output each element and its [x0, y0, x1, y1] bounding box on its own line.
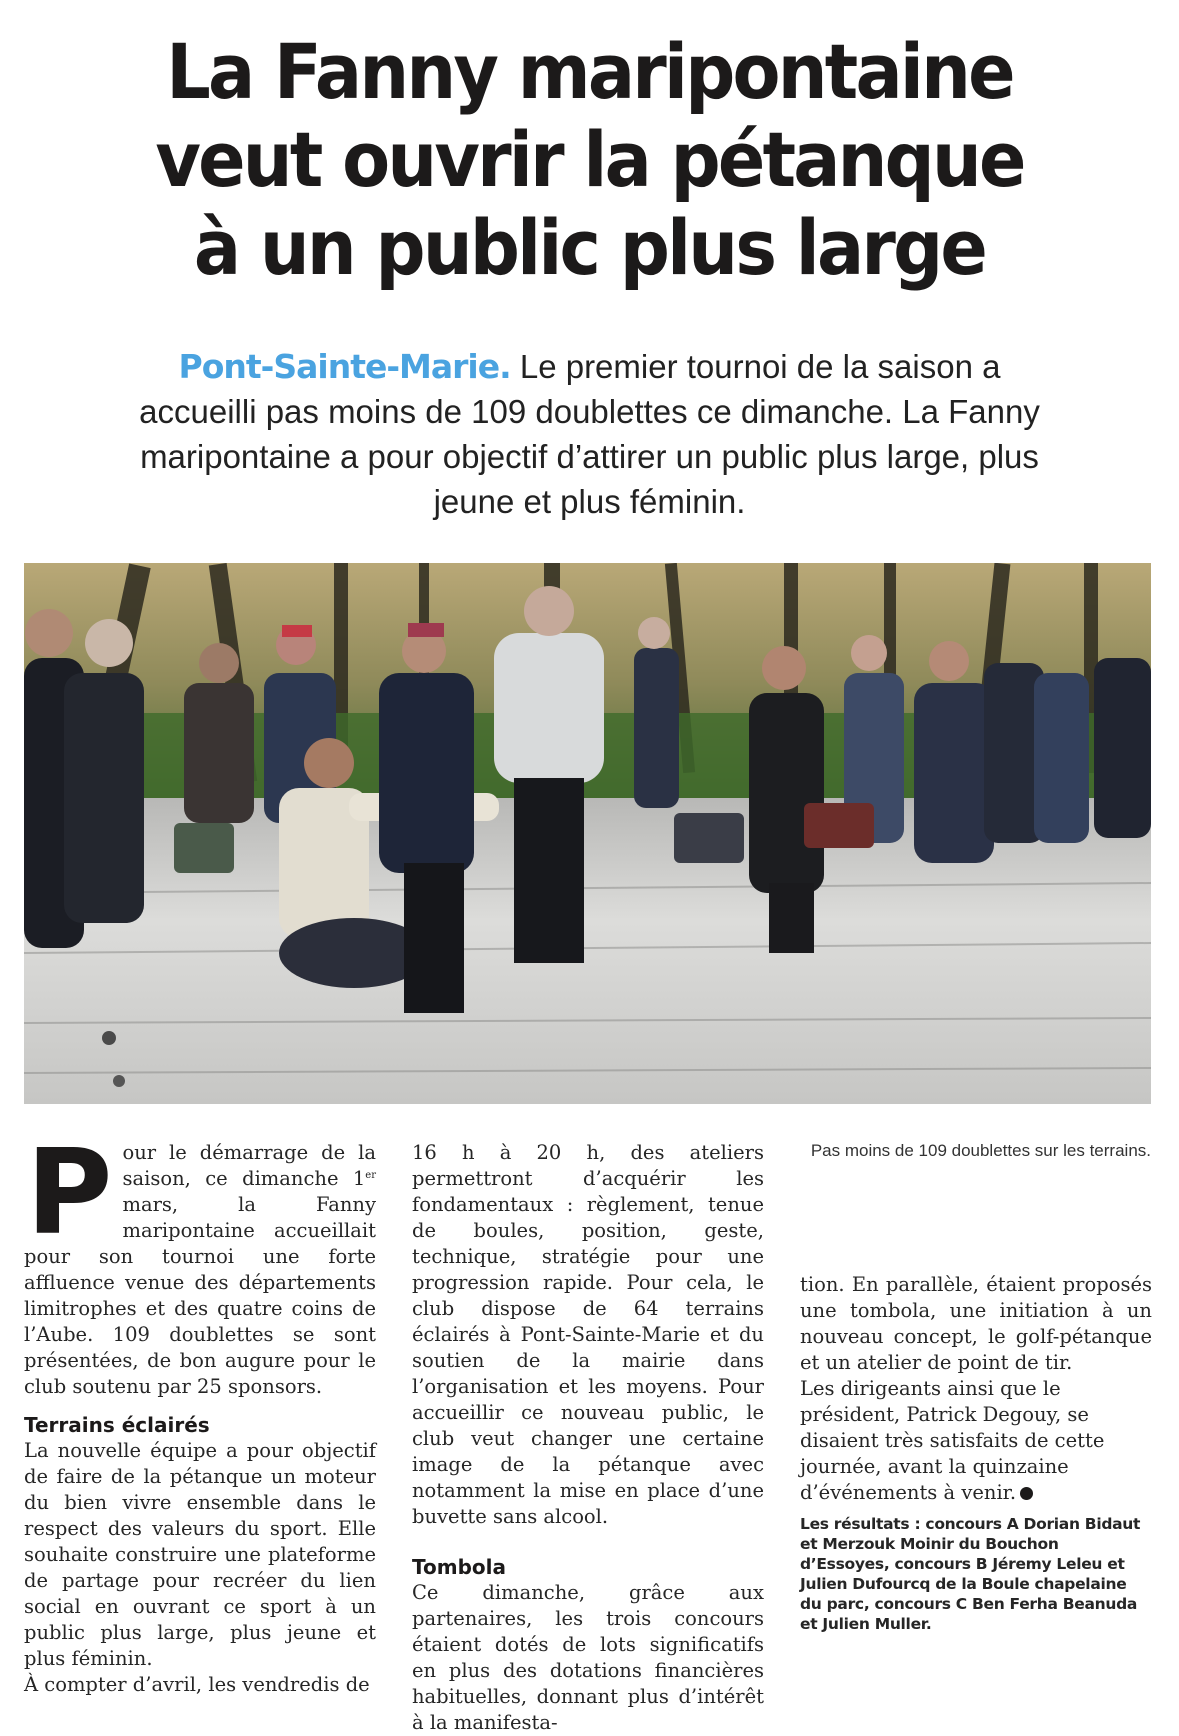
paragraph-objectives: La nouvelle équipe a pour objectif de faire de la pétanque un moteur du bien vivre ensemble dans le respect des valeurs du sport. Elle souhaite construire une plateforme de partage pour recréer du lien social en ouvrant ce sport à un public plus large, plus jeune et plus féminin.: [24, 1439, 376, 1670]
article-intro: Pour le démarrage de la saison, ce dimanche 1er mars, la Fanny maripontaine accueillait pour son tournoi une forte affluence venue des départements limitrophes et des quatre coins de l’Aube. 109 doublettes se sont présentées, de bon augure pour le club soutenu par 25 sponsors.: [24, 1123, 376, 1398]
headline: [47, 28, 1132, 292]
end-of-article-icon: [1020, 1487, 1033, 1500]
article-column-2: [412, 1140, 764, 1736]
article-column-1: [24, 1123, 376, 1698]
paragraph-april-start: À compter d’avril, les vendredis de: [24, 1673, 370, 1696]
article-column-3: [800, 1272, 1152, 1634]
paragraph-parallel: tion. En parallèle, étaient proposés une tombola, une initiation à un nouveau concept, le golf-pétanque et un atelier de point de tir.: [800, 1273, 1152, 1374]
dek-text: Le premier tournoi de la saison a accueilli pas moins de 109 doublettes ce dimanche. La Fanny maripontaine a pour objectif d’attirer un public plus large, plus jeune et plus féminin.: [139, 348, 1040, 520]
drop-cap: P: [26, 1123, 113, 1261]
paragraph-concours: Ce dimanche, grâce aux partenaires, les trois concours étaient dotés de lots significatifs en plus des dotations financières habituelles, donnant plus d’intérêt à la manifesta-: [412, 1581, 764, 1734]
headline-line-1: La Fanny maripontaine: [166, 27, 1013, 116]
article-photo: [24, 563, 1151, 1104]
subhead-tombola: Tombola: [412, 1555, 506, 1579]
subhead-terrains: Terrains éclairés: [24, 1413, 210, 1437]
headline-line-3: à un public plus large: [193, 203, 986, 292]
article-dek: [120, 344, 1059, 524]
headline-line-2: veut ouvrir la pétanque: [155, 115, 1024, 204]
paragraph-ateliers: 16 h à 20 h, des ateliers permettront d’acquérir les fondamentaux : règlement, tenue de boules, position, geste, technique, stratégie pour une progression rapide. Pour cela, le club dispose de 64 terrains éclairés à Pont-Sainte-Marie et du soutien de la mairie dans l’organisation et les moyens. Pour accueillir ce nouveau public, le club veut changer une certaine image de la pétanque avec notamment la mise en place d’une buvette sans alcool.: [412, 1141, 764, 1528]
petanque-photo-image: [24, 563, 1151, 1104]
dateline-place: Pont-Sainte-Marie.: [178, 347, 511, 386]
paragraph-dirigeants: Les dirigeants ainsi que le président, Patrick Degouy, se disaient très satisfaits de cette journée, avant la quinzaine d’événements à venir.: [800, 1377, 1105, 1504]
photo-caption: Pas moins de 109 doublettes sur les terrains.: [810, 1141, 1151, 1160]
results-box: Les résultats : concours A Dorian Bidaut et Merzouk Moinir du Bouchon d’Essoyes, concours B Jéremy Leleu et Julien Dufourcq de la Boule chapelaine du parc, concours C Ben Ferha Beanuda et Julien Muller.: [800, 1515, 1141, 1633]
